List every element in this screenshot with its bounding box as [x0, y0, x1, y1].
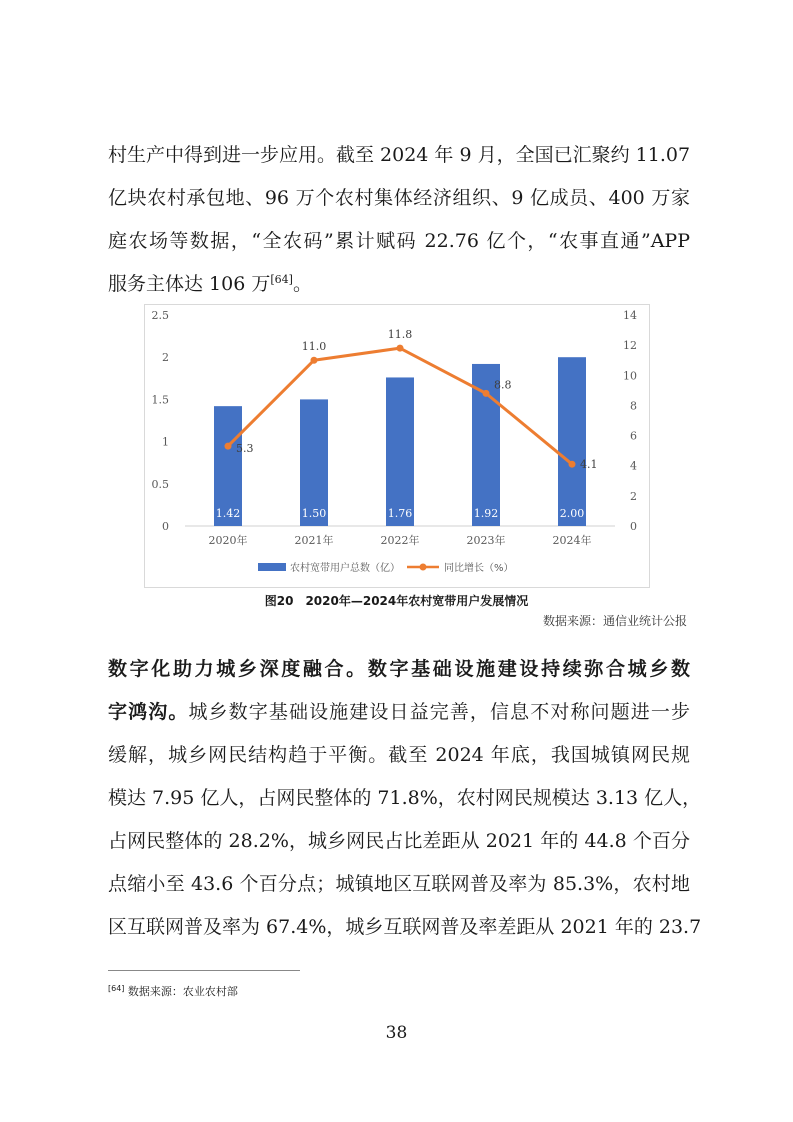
y-left-tick-label: 1 — [162, 435, 169, 449]
x-tick-label: 2023年 — [466, 534, 506, 547]
footnote-divider — [108, 970, 300, 971]
legend-bar-label: 农村宽带用户总数（亿） — [290, 563, 400, 574]
line-data-label: 8.8 — [494, 378, 512, 392]
y-left-tick-label: 2.5 — [151, 309, 169, 322]
paragraph-line — [108, 691, 690, 734]
line-point — [569, 461, 576, 468]
figure-source: 数据来源：通信业统计公报 — [542, 614, 687, 628]
figure-caption: 图20 2020年—2024年农村宽带用户发展情况 — [264, 594, 529, 608]
legend-line-marker — [420, 564, 427, 571]
paragraph-line: 缓解，城乡网民结构趋于平衡。截至 2024 年底，我国城镇网民规 — [108, 744, 690, 766]
paragraph-line: 占网民整体的 28.2%，城乡网民占比差距从 2021 年的 44.8 个百分 — [108, 830, 690, 852]
footnote — [108, 983, 238, 999]
line-point — [311, 357, 318, 364]
bar-data-label: 1.92 — [473, 507, 499, 520]
bar-data-label: 2.00 — [559, 507, 585, 520]
paragraph-2 — [108, 648, 702, 949]
footnote-number: [64] — [108, 984, 125, 993]
rural-broadband-chart — [145, 305, 649, 587]
paragraph-text: 服务主体达 106 万 — [108, 273, 271, 295]
y-left-tick-label: 0 — [162, 520, 169, 533]
paragraph-heading-line: 数字化助力城乡深度融合。数字基础设施建设持续弥合城乡数 — [108, 658, 690, 680]
x-tick-label: 2021年 — [294, 534, 334, 547]
y-left-tick-label: 0.5 — [151, 477, 169, 491]
y-right-tick-label: 6 — [630, 429, 637, 443]
x-tick-label: 2024年 — [552, 534, 592, 547]
bar — [386, 377, 414, 526]
line-data-label: 5.3 — [236, 442, 254, 456]
x-tick-label: 2022年 — [380, 534, 420, 547]
chart-container — [144, 304, 650, 588]
y-right-tick-label: 4 — [630, 459, 637, 473]
paragraph-text: 城乡数字基础设施建设日益完善，信息不对称问题进一步 — [188, 701, 690, 723]
line-data-label: 11.0 — [301, 340, 327, 354]
paragraph-heading-end: 字鸿沟。 — [108, 701, 189, 723]
paragraph-1 — [108, 134, 690, 306]
y-right-tick-label: 10 — [623, 369, 637, 383]
paragraph-punct: 。 — [292, 273, 312, 295]
y-left-tick-label: 1.5 — [151, 393, 169, 407]
legend-bar-swatch — [258, 563, 286, 571]
y-right-tick-label: 14 — [623, 309, 637, 322]
bar — [558, 357, 586, 526]
footnote-text: 数据来源：农业农村部 — [127, 985, 238, 998]
paragraph-line: 庭农场等数据，“全农码”累计赋码 22.76 亿个，“农事直通”APP — [108, 230, 690, 252]
paragraph-line: 区互联网普及率为 67.4%，城乡互联网普及率差距从 2021 年的 23.7 — [108, 916, 702, 938]
line-point — [483, 390, 490, 397]
paragraph-line: 村生产中得到进一步应用。截至 2024 年 9 月，全国已汇聚约 11.07 — [108, 144, 691, 166]
bar-data-label: 1.76 — [387, 507, 413, 520]
y-right-tick-label: 0 — [630, 520, 637, 533]
line-data-label: 11.8 — [387, 328, 413, 342]
paragraph-line: 模达 7.95 亿人，占网民整体的 71.8%，农村网民规模达 3.13 亿人， — [108, 787, 702, 809]
line-data-label: 4.1 — [580, 458, 598, 472]
bar-data-label: 1.50 — [301, 507, 327, 520]
paragraph-line: 亿块农村承包地、96 万个农村集体经济组织、9 亿成员、400 万家 — [108, 187, 690, 209]
y-right-tick-label: 2 — [630, 489, 637, 503]
paragraph-line: 点缩小至 43.6 个百分点；城镇地区互联网普及率为 85.3%，农村地 — [108, 873, 690, 895]
line-point — [397, 345, 404, 352]
legend-line-label: 同比增长（%） — [444, 563, 514, 574]
line-point — [225, 443, 232, 450]
bar-data-label: 1.42 — [215, 507, 241, 520]
y-right-tick-label: 8 — [630, 399, 637, 413]
x-tick-label: 2020年 — [208, 534, 248, 547]
paragraph-line-last — [108, 263, 690, 306]
y-left-tick-label: 2 — [162, 351, 169, 365]
page-number: 38 — [385, 1023, 408, 1043]
footnote-reference[interactable]: [64] — [270, 273, 293, 286]
y-right-tick-label: 12 — [623, 339, 637, 353]
